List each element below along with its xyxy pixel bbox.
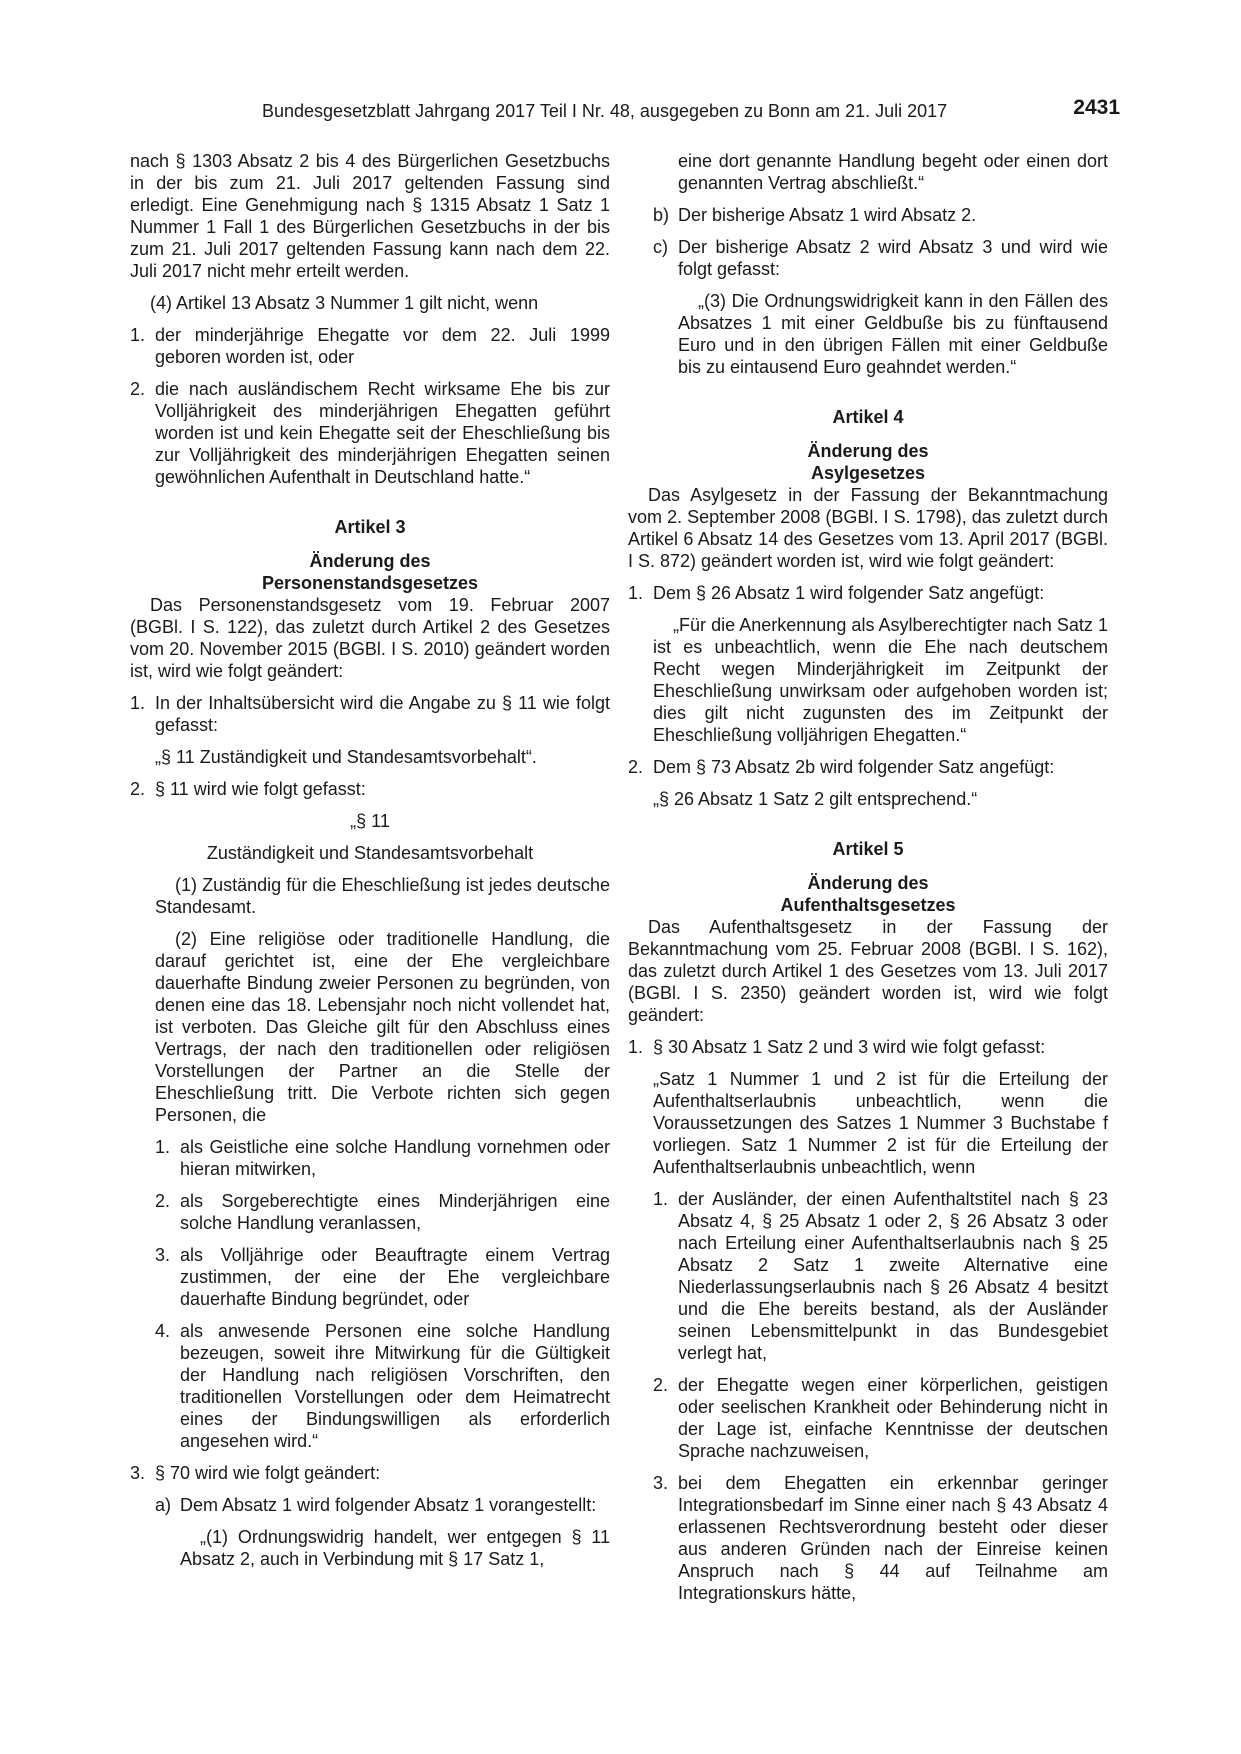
article-5-title-line-1: Änderung des	[807, 873, 929, 893]
list-text: bei dem Ehegatten ein erkennbar geringer Integrationsbedarf im Sinne einer nach § 43 Absatz 4 erlassenen Rechtsverordnung besteht oder dieser aus anderen Gründen nach der Einreise keinen Anspruch nach § 44 auf Teilnahme am Integrationskurs hätte,	[678, 1473, 1108, 1603]
list-item	[653, 236, 1108, 280]
list-number: 2.	[155, 1191, 171, 1211]
list-letter: b)	[653, 205, 670, 225]
list-text: der minderjährige Ehegatte vor dem 22. Juli 1999 geboren worden ist, oder	[155, 325, 610, 367]
list-number: 2.	[130, 779, 146, 799]
list-item	[653, 1188, 1108, 1364]
list-text: In der Inhaltsübersicht wird die Angabe zu § 11 wie folgt gefasst:	[155, 693, 610, 735]
right-column	[628, 150, 1108, 1604]
page-number: 2431	[1073, 96, 1120, 119]
list-item	[155, 1190, 610, 1234]
list-text: als anwesende Personen eine solche Handlung bezeugen, soweit ihre Mitwirkung für die Gültigkeit der Handlung nach religiösen Vorschriften, den traditionellen Vorstellungen oder dem Heimatrecht eines der Bindungswilligen als erforderlich angesehen wird.“	[180, 1321, 610, 1451]
list-text: Dem § 26 Absatz 1 wird folgender Satz angefügt:	[653, 583, 1045, 603]
list-text: Der bisherige Absatz 2 wird Absatz 3 und wird wie folgt gefasst:	[678, 237, 1108, 279]
list-text: § 70 wird wie folgt geändert:	[155, 1463, 381, 1483]
article-3-title-line-2: Personenstandsgesetzes	[261, 573, 479, 593]
list-letter: a)	[155, 1495, 172, 1515]
list-item	[653, 1472, 1108, 1604]
list-text: § 11 wird wie folgt gefasst:	[155, 779, 366, 799]
list-number: 3.	[130, 1463, 146, 1483]
section-label: „§ 11	[350, 811, 390, 831]
list-item	[628, 582, 1108, 604]
list-number: 2.	[628, 757, 644, 777]
absatz-4: (4) Artikel 13 Absatz 3 Nummer 1 gilt nicht, wenn	[150, 293, 539, 313]
left-column	[130, 150, 610, 1570]
article-5-title-line-2: Aufenthaltsgesetzes	[780, 895, 956, 915]
list-number: 2.	[130, 379, 146, 399]
quoted-sentence: „§ 26 Absatz 1 Satz 2 gilt entsprechend.“	[653, 789, 978, 809]
article-4-intro: Das Asylgesetz in der Fassung der Bekanntmachung vom 2. September 2008 (BGBl. I S. 1798), das zuletzt durch Artikel 6 Absatz 14 des Gesetzes vom 13. April 2017 (BGBl. I S. 872) geändert worden ist, wird wie folgt geändert:	[628, 485, 1108, 571]
continued-paragraph: nach § 1303 Absatz 2 bis 4 des Bürgerlichen Gesetzbuchs in der bis zum 21. Juli 2017 geltenden Fassung sind erledigt. Eine Genehmigung nach § 1315 Absatz 1 Satz 1 Nummer 1 Fall 1 des Bürgerlichen Gesetzbuchs in der bis zum 21. Juli 2017 geltenden Fassung kann nach dem 22. Juli 2017 nicht mehr erteilt werden.	[130, 151, 610, 281]
list-number: 2.	[653, 1375, 669, 1395]
quoted-entry: „§ 11 Zuständigkeit und Standesamtsvorbehalt“.	[155, 747, 537, 767]
list-text: die nach ausländischem Recht wirksame Ehe bis zur Volljährigkeit des minderjährigen Ehegatten geführt worden ist und kein Ehegatte seit der Eheschließung bis zur Volljährigkeit des minderjährigen Ehegatten seinen gewöhnlichen Aufenthalt in Deutschland hatte.“	[155, 379, 610, 487]
quoted-sentence: „Für die Anerkennung als Asylberechtigter nach Satz 1 ist es unbeachtlich, wenn die Ehe nach deutschem Recht wegen Minderjährigkeit im Zeitpunkt der Eheschließung unwirksam oder aufgehoben worden ist; dies gilt nicht zugunsten des im Zeitpunkt der Eheschließung volljährigen Ehegatten.“	[653, 615, 1108, 745]
list-item	[155, 1136, 610, 1180]
list-text: als Sorgeberechtigte eines Minderjährigen eine solche Handlung veranlassen,	[180, 1191, 610, 1233]
list-item	[155, 1494, 610, 1516]
article-4-title-line-2: Asylgesetzes	[810, 463, 926, 483]
list-text: § 30 Absatz 1 Satz 2 und 3 wird wie folgt gefasst:	[653, 1037, 1046, 1057]
quoted-absatz: „(3) Die Ordnungswidrigkeit kann in den Fällen des Absatzes 1 mit einer Geldbuße bis zu fünftausend Euro und in den übrigen Fällen mit einer Geldbuße bis zu eintausend Euro geahndet werden.“	[678, 291, 1108, 377]
list-item	[628, 756, 1108, 778]
list-text: der Ausländer, der einen Aufenthaltstitel nach § 23 Absatz 4, § 25 Absatz 1 oder 2, § 26 Absatz 3 oder nach Erteilung einer Aufenthaltserlaubnis nach § 25 Absatz 2 Satz 1 zweite Alternative eine Niederlassungserlaubnis nach § 26 Absatz 4 besitzt und die Ehe bereits bestand, als der Ausländer seinen Lebensmittelpunkt in das Bundesgebiet verlegt hat,	[678, 1189, 1108, 1363]
list-item	[130, 692, 610, 736]
list-text: als Geistliche eine solche Handlung vornehmen oder hieran mitwirken,	[180, 1137, 610, 1179]
list-item	[155, 1320, 610, 1452]
list-number: 3.	[155, 1245, 171, 1265]
list-item	[653, 204, 1108, 226]
section-title: Zuständigkeit und Standesamtsvorbehalt	[206, 843, 534, 863]
list-number: 1.	[653, 1189, 669, 1209]
article-3-intro: Das Personenstandsgesetz vom 19. Februar 2007 (BGBl. I S. 122), das zuletzt durch Artikel 2 des Gesetzes vom 20. November 2015 (BGBl. I S. 2010) geändert worden ist, wird wie folgt geändert:	[130, 595, 610, 681]
list-text: Dem Absatz 1 wird folgender Absatz 1 vorangestellt:	[180, 1495, 597, 1515]
article-4-label: Artikel 4	[832, 407, 904, 427]
running-title: Bundesgesetzblatt Jahrgang 2017 Teil I Nr. 48, ausgegeben zu Bonn am 21. Juli 2017	[262, 101, 948, 121]
article-4-title-line-1: Änderung des	[807, 441, 929, 461]
quoted-absatz: „(1) Ordnungswidrig handelt, wer entgegen § 11 Absatz 2, auch in Verbindung mit § 17 Satz 1,	[180, 1527, 610, 1569]
list-item	[130, 1462, 610, 1484]
list-letter: c)	[653, 237, 668, 257]
list-text: der Ehegatte wegen einer körperlichen, geistigen oder seelischen Krankheit oder Behinderung nicht in der Lage ist, einfache Kenntnisse der deutschen Sprache nachzuweisen,	[678, 1375, 1108, 1461]
article-3-label: Artikel 3	[334, 517, 406, 537]
list-item	[130, 324, 610, 368]
article-5-label: Artikel 5	[832, 839, 904, 859]
list-number: 3.	[653, 1473, 669, 1493]
list-number: 1.	[130, 693, 146, 713]
list-item	[155, 1244, 610, 1310]
list-item	[628, 1036, 1108, 1058]
list-number: 1.	[628, 583, 644, 603]
section-absatz-2: (2) Eine religiöse oder traditionelle Handlung, die darauf gerichtet ist, eine der Ehe vergleichbare dauerhafte Bindung zweier Personen zu begründen, von denen eine das 18. Lebensjahr noch nicht vollendet hat, ist verboten. Das Gleiche gilt für den Abschluss eines Vertrags, der nach den traditionellen oder religiösen Vorstellungen der Partner an die Stelle der Eheschließung tritt. Die Verbote richten sich gegen Personen, die	[155, 929, 610, 1125]
section-absatz-1: (1) Zuständig für die Eheschließung ist jedes deutsche Standesamt.	[155, 875, 610, 917]
list-text: als Volljährige oder Beauftragte einem Vertrag zustimmen, der eine der Ehe vergleichbare dauerhafte Bindung begründet, oder	[180, 1245, 610, 1309]
article-5-intro: Das Aufenthaltsgesetz in der Fassung der Bekanntmachung vom 25. Februar 2008 (BGBl. I S. 162), das zuletzt durch Artikel 1 des Gesetzes vom 13. Juli 2017 (BGBl. I S. 2350) geändert worden ist, wird wie folgt geändert:	[628, 917, 1108, 1025]
list-text: Dem § 73 Absatz 2b wird folgender Satz angefügt:	[653, 757, 1055, 777]
list-item	[130, 778, 610, 800]
article-3-title-line-1: Änderung des	[309, 551, 431, 571]
list-item	[130, 378, 610, 488]
continued-quote: eine dort genannte Handlung begeht oder einen dort genannten Vertrag abschließt.“	[678, 151, 1108, 193]
running-header	[262, 96, 1120, 124]
list-text: Der bisherige Absatz 1 wird Absatz 2.	[678, 205, 977, 225]
list-item	[653, 1374, 1108, 1462]
list-number: 1.	[155, 1137, 171, 1157]
list-number: 1.	[628, 1037, 644, 1057]
list-number: 4.	[155, 1321, 171, 1341]
list-number: 1.	[130, 325, 146, 345]
quoted-sentence: „Satz 1 Nummer 1 und 2 ist für die Erteilung der Aufenthaltserlaubnis unbeachtlich, wenn die Voraussetzungen des Satzes 1 Nummer 3 Buchstabe f vorliegen. Satz 1 Nummer 2 ist für die Erteilung der Aufenthaltserlaubnis unbeachtlich, wenn	[653, 1069, 1108, 1177]
